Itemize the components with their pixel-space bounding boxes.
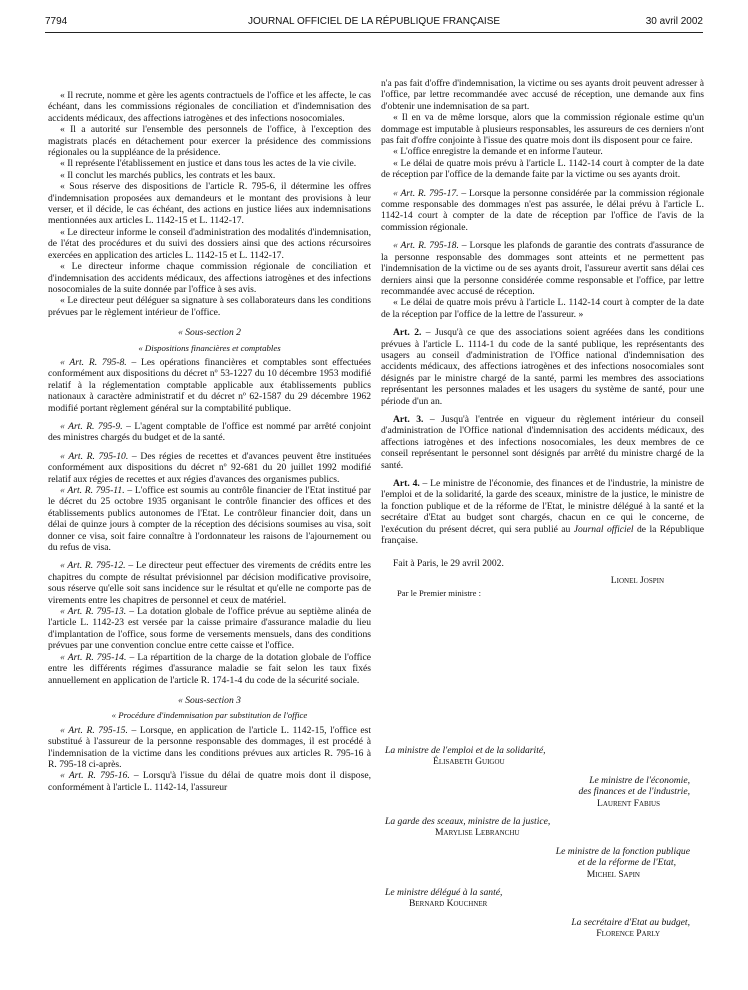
- article-text: – Jusqu'à ce que des associations soient agréées dans les conditions prévues à l'article L. 1114-1 du code de la santé publique, les représentants des usagers au conseil d'administration de l'Office national d'indemnisation des accidents médicaux, des affections iatrogènes et des infections nosocomiales sont désignés par le ministre chargé de la santé, parmi les membres des associations représentant les personnes malades et les usagers du système de santé, pour une période d'un an.: [381, 327, 704, 407]
- article-r795-8: [48, 357, 371, 414]
- done-at: Fait à Paris, le 29 avril 2002.: [393, 558, 504, 570]
- signatory-title: Le ministre délégué à la santé,: [385, 887, 503, 899]
- signatory-title: La ministre de l'emploi et de la solidarité,: [385, 745, 546, 756]
- header-rule: [45, 32, 703, 33]
- article-r795-18: [381, 240, 704, 297]
- article-text: – Lorsque la personne considérée par la commission régionale comme responsable des dommages n'est pas assurée, le délai prévu à l'article L. 1142-14 court à compter de la date de réception par l'office de l'avis de la commission régionale.: [381, 187, 704, 233]
- article-ref: « Art. R. 795-11.: [60, 485, 125, 496]
- signatory-title: La garde des sceaux, ministre de la justice,: [385, 816, 551, 828]
- article-text: – Lorsque, en application de l'article L. 1142-15, l'office est substitué à l'assureur de la personne responsable des dommages, il est procédé à l'indemnisation de la victime dans les conditions prévues aux articles R. 795-16 à R. 795-18 ci-après.: [48, 724, 371, 770]
- signatory-title: Le ministre de l'économie,: [589, 774, 690, 786]
- article-text: – La répartition de la charge de la dotation globale de l'office entre les différents régimes d'assurance maladie se fait selon les taux fixés annuellement en application de l'article R. 174-1-4 du code de la sécurité sociale.: [48, 651, 371, 686]
- paragraph: « Le directeur informe le conseil d'administration des modalités d'indemnisation, de l'état des procédures et du suivi des dossiers ainsi que des actions récursoires exercées en application des articles L. 1142-15 et L. 1142-17.: [48, 226, 371, 261]
- article-ref: « Art. R. 795-18.: [393, 240, 459, 252]
- signatory-name: Marylise Lebranchu: [435, 827, 520, 839]
- article-text: – Lorsqu'à l'issue du délai de quatre mois dont il dispose, conformément à l'article L. 1142-14, l'assureur: [48, 770, 371, 793]
- article-text: – Jusqu'à l'entrée en vigueur du règlement intérieur du conseil d'administration de l'Office national d'indemnisation des accidents médicaux, des affections iatrogènes et des infections nosocomiales, les deux membres de ce conseil représentant le personnel sont désignés par arrêté du ministre chargé de la santé.: [381, 413, 705, 471]
- article-ref: « Art. R. 795-13.: [60, 606, 127, 618]
- article-4: [381, 478, 704, 546]
- article-text: – Le ministre de l'économie, des finances et de l'industrie, la ministre de l'emploi et de la solidarité, la garde des sceaux, ministre de la justice, le ministre de la fonction publique et de la réforme de l'Etat, le ministre délégué à la santé et la secrétaire d'Etat au budget sont chargés, chacun en ce qui le concerne, de l'exécution du présent décret, qui sera publié au: [381, 478, 704, 535]
- signatory-title: et de la réforme de l'Etat,: [578, 857, 676, 869]
- signatory-title: Le ministre de la fonction publique: [555, 845, 690, 857]
- article-text: – L'office est soumis au contrôle financier de l'Etat institué par le décret du 25 octobre 1935 organisant le contrôle financier des offices et des établissements publics autonomes de l'Etat. Le contrôleur financier doit, dans un délai de quinze jours à compter de la réception des décisions soumises au visa, soit donner ce visa, soit faire connaître à l'ordonnateur les raisons de l'ajournement ou du refus de visa.: [48, 485, 371, 554]
- article-label: Art. 4.: [393, 478, 420, 489]
- article-text: – Lorsque les plafonds de garantie des contrats d'assurance de la personne responsable des dommages sont atteints et ne permettent pas l'indemnisation de la victime ou de ses ayants droit, l'assureur avertit sans délai ces derniers ainsi que la personne considérée comme responsable et l'office, par lettre recommandée avec accusé de réception.: [381, 240, 704, 297]
- paragraph: « Il recrute, nomme et gère les agents contractuels de l'office et les affecte, le cas échéant, dans les commissions régionales de conciliation et d'indemnisation des accidents médicaux, des affections iatrogènes et des infections nosocomiales.: [48, 90, 371, 124]
- article-text: – Le directeur peut effectuer des virements de crédits entre les chapitres du compte de résultat prévisionnel par décision modificative provisoire, sous réserve qu'elle soit sans incidence sur le résultat et qu'elle ne comporte pas de virements entre les chapitres de personnel et ceux de matériel.: [48, 560, 371, 606]
- article-r795-14: [48, 652, 371, 686]
- article-3: [381, 414, 704, 471]
- article-label: Art. 2.: [393, 327, 422, 339]
- subsection-heading: « Sous-section 2: [178, 327, 241, 339]
- paragraph: « L'office enregistre la demande et en informe l'auteur.: [393, 146, 603, 158]
- subsection-title: « Procédure d'indemnisation par substitution de l'office: [111, 710, 308, 721]
- paragraph: « Le délai de quatre mois prévu à l'article L. 1142-14 court à compter de la date de réception par l'office de la demande faite par la victime ou ses ayants droit.: [381, 157, 704, 181]
- article-text: – Les opérations financières et comptables sont effectuées conformément aux dispositions du décret nº 53-1227 du 10 décembre 1953 modifié relatif à la réglementation comptable applicable aux établissements publics nationaux à caractère administratif et du décret nº 62-1587 du 29 décembre 1962 modifié portant règlement général sur la comptabilité publique.: [48, 356, 371, 414]
- by-pm: Par le Premier ministre :: [397, 588, 482, 599]
- article-ref: « Art. R. 795-14.: [60, 651, 127, 663]
- article-r795-16: [48, 770, 371, 793]
- publication-date: 30 avril 2002: [645, 16, 703, 27]
- article-ref: « Art. R. 795-9.: [60, 420, 123, 432]
- subsection-title: « Dispositions financières et comptables: [138, 342, 281, 353]
- article-label: Art. 3.: [393, 413, 424, 425]
- article-ref: « Art. R. 795-12.: [60, 560, 126, 572]
- article-r795-11: [48, 485, 371, 553]
- paragraph: n'a pas fait d'offre d'indemnisation, la victime ou ses ayants droit peuvent adresser à l'office, par lettre recommandée avec accusé de réception, une demande aux fins d'obtenir une indemnisation de sa part.: [381, 78, 704, 112]
- article-r795-15: [48, 725, 371, 771]
- signatures-list: [385, 745, 690, 940]
- journal-title: JOURNAL OFFICIEL DE LA RÉPUBLIQUE FRANÇAISE: [247, 16, 501, 27]
- signature-block: [381, 558, 704, 599]
- signatory-name: Bernard Kouchner: [409, 898, 488, 910]
- signatory-name: Michel Sapin: [586, 868, 640, 880]
- article-ref: « Art. R. 795-8.: [60, 356, 127, 368]
- signatory-name: Florence Parly: [596, 928, 660, 940]
- paragraph: « Il représente l'établissement en justice et dans tous les actes de la vie civile.: [60, 158, 357, 170]
- signatory-title: La secrétaire d'Etat au budget,: [571, 916, 690, 928]
- article-r795-12: [48, 560, 371, 606]
- article-ref: « Art. R. 795-15.: [60, 724, 128, 736]
- pm-signature: Lionel Jospin: [610, 574, 664, 586]
- right-column: [381, 78, 704, 600]
- article-text: – L'agent comptable de l'office est nommé par arrêté conjoint des ministres chargés du budget et de la santé.: [48, 420, 371, 444]
- subsection-heading: « Sous-section 3: [178, 694, 241, 706]
- article-text: – Des régies de recettes et d'avances peuvent être instituées conformément aux dispositions du décret nº 92-681 du 20 juillet 1992 modifié relatif aux régies de recettes et aux régies d'avances des organismes publics.: [48, 450, 371, 485]
- signatory-name: Élisabeth Guigou: [433, 756, 505, 768]
- paragraph: « Sous réserve des dispositions de l'article R. 795-6, il détermine les offres d'indemnisation proposées aux demandeurs et le montant des provisions à leur verser, et il décide, le cas échéant, des actions en justice liées aux indemnisations mentionnées aux articles L. 1142-15 et L. 1142-17.: [48, 181, 371, 227]
- paragraph: « Il conclut les marchés publics, les contrats et les baux.: [60, 169, 276, 181]
- article-ref: « Art. R. 795-16.: [60, 770, 130, 782]
- paragraph: « Il en va de même lorsque, alors que la commission régionale estime qu'un dommage est imputable à plusieurs responsables, les assureurs de ces derniers n'ont pas fait d'offre conjointe à l'issue des quatre mois dont ils disposent pour ce faire.: [381, 112, 704, 147]
- article-r795-9: [48, 421, 371, 444]
- article-r795-13: [48, 606, 371, 652]
- paragraph: « Le directeur peut déléguer sa signature à ses collaborateurs dans les conditions prévues par le règlement intérieur de l'office.: [48, 295, 371, 318]
- page-number: 7794: [45, 16, 68, 27]
- paragraph: « Le directeur informe chaque commission régionale de conciliation et d'indemnisation des accidents médicaux, des affections iatrogènes et des infections nosocomiales de la suite donnée par l'office à ses avis.: [48, 261, 371, 295]
- article-r795-17: [381, 188, 704, 234]
- article-r795-10: [48, 451, 371, 485]
- page-header: [45, 16, 703, 30]
- signatory-title: des finances et de l'industrie,: [578, 786, 690, 798]
- journal-name: Journal officiel: [573, 523, 634, 535]
- paragraph: « Il a autorité sur l'ensemble des personnels de l'office, à l'exception des magistrats placés en détachement pour exercer la présidence des commissions régionales ou la suppléance de la présidence.: [48, 124, 371, 159]
- signatory-name: Laurent Fabius: [597, 797, 660, 809]
- left-column: [48, 90, 371, 793]
- article-text: – La dotation globale de l'office prévue au septième alinéa de l'article L. 1142-23 est versée par la caisse primaire d'assurance maladie du lieu d'implantation de l'office, sous forme de versements mensuels, dans des conditions prévues par une convention conclue entre cette caisse et l'office.: [48, 606, 371, 652]
- article-2: [381, 327, 704, 407]
- article-ref: « Art. R. 795-10.: [60, 450, 129, 462]
- article-ref: « Art. R. 795-17.: [393, 187, 459, 199]
- paragraph: « Le délai de quatre mois prévu à l'article L. 1142-14 court à compter de la date de la réception par l'office de la lettre de l'assureur. »: [381, 297, 704, 320]
- article-text: de la République française.: [381, 523, 705, 547]
